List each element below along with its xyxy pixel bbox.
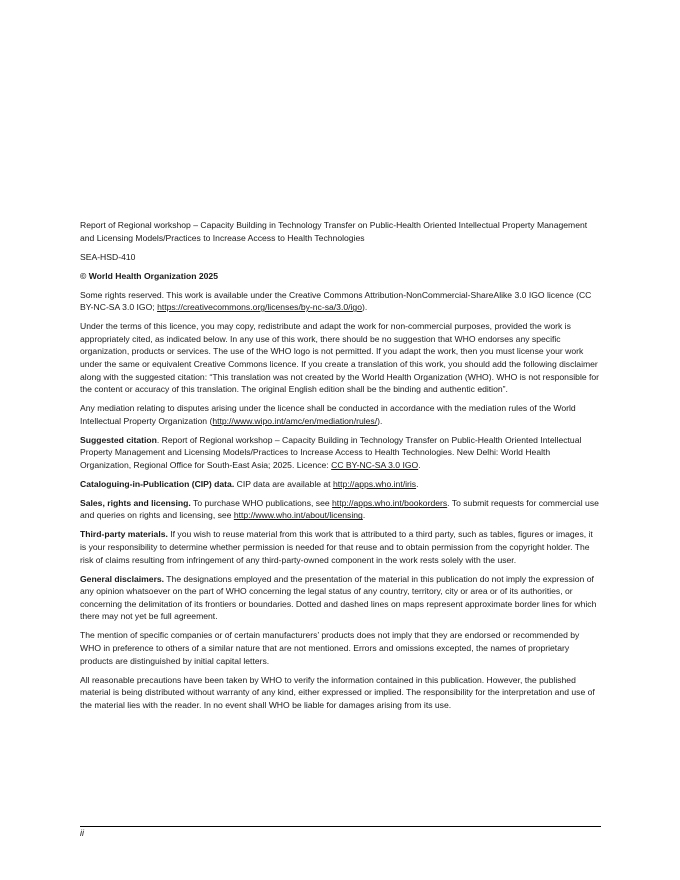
sales-text-1: To purchase WHO publications, see xyxy=(190,497,333,508)
rights-paragraph xyxy=(80,289,601,314)
citation-label: Suggested citation xyxy=(80,434,157,445)
citation-licence-link[interactable]: CC BY-NC-SA 3.0 IGO xyxy=(331,459,419,470)
mediation-end: ). xyxy=(377,415,383,426)
report-title: Report of Regional workshop – Capacity Building in Technology Transfer on Public-Health Oriented Intellectual Property Management and Licensing Models/Practices to Increase Access to Health Technologies xyxy=(80,220,588,243)
cip-end: . xyxy=(416,478,419,489)
mediation-text: Any mediation relating to disputes arising under the licence shall be conducted in accordance with the mediation rules of the World Intellectual Property Organization ( xyxy=(80,403,576,426)
companies-paragraph: The mention of specific companies or of certain manufacturers’ products does not imply that they are endorsed or recommended by WHO in preference to others of a similar nature that are not mentioned. Errors and omissions excepted, the names of proprietary products are distinguished by initial capital letters. xyxy=(80,630,580,666)
iris-link[interactable]: http://apps.who.int/iris xyxy=(332,478,417,489)
licensing-link[interactable]: http://www.who.int/about/licensing xyxy=(233,510,363,521)
copyright-text: © World Health Organization 2025 xyxy=(80,270,218,281)
citation-end: . xyxy=(418,459,421,470)
disclaimers-paragraph xyxy=(80,573,601,623)
document-number: SEA-HSD-410 xyxy=(80,251,136,262)
precautions-paragraph: All reasonable precautions have been taken by WHO to verify the information contained in this publication. However, the published material is being distributed without warranty of any kind, either expressed or implied. The responsibility for the interpretation and use of the material lies with the reader. In no event shall WHO be liable for damages arising from its use. xyxy=(80,674,595,710)
third-party-text: If you wish to reuse material from this work that is attributed to a third party, such as tables, figures or images, it is your responsibility to determine whether permission is needed for that reuse and to obtain permission from the copyright holder. The risk of claims resulting from infringement of any third-party-owned component in the work rests solely with the user. xyxy=(80,529,593,565)
sales-text-2: . To submit requests for commercial use and queries on rights and licensing, see xyxy=(80,497,599,521)
footer-divider xyxy=(80,826,601,827)
sales-label: Sales, rights and licensing. xyxy=(80,497,191,508)
wipo-mediation-link[interactable]: http://www.wipo.int/amc/en/mediation/rules/ xyxy=(212,415,378,426)
page-number: ii xyxy=(80,828,84,838)
mediation-paragraph xyxy=(80,402,601,427)
sales-end: . xyxy=(362,510,366,521)
citation-paragraph xyxy=(80,434,601,472)
copyright-page-body xyxy=(80,219,601,718)
sales-paragraph xyxy=(80,497,601,522)
cip-paragraph xyxy=(80,478,601,491)
copyright-line xyxy=(80,270,601,283)
third-party-paragraph xyxy=(80,528,601,566)
disclaimers-label: General disclaimers. xyxy=(80,573,165,584)
cip-label: Cataloguing-in-Publication (CIP) data. xyxy=(80,478,235,489)
rights-end: ). xyxy=(361,302,368,313)
bookorders-link[interactable]: http://apps.who.int/bookorders xyxy=(332,497,448,508)
licence-terms-paragraph: Under the terms of this licence, you may copy, redistribute and adapt the work for non-commercial purposes, provided the work is appropriately cited, as indicated below. In any use of this work, there should be no suggestion that WHO endorses any specific organization, products or services. The use of the WHO logo is not permitted. If you adapt the work, then you must license your work under the same or equivalent Creative Commons licence. If you create a translation of this work, you should add the following disclaimer along with the suggested citation: “This translation was not created by the World Health Organization (WHO). WHO is not responsible for the content or accuracy of this translation. The original English edition shall be the binding and authentic edition”. xyxy=(80,321,600,395)
disclaimers-text: The designations employed and the presentation of the material in this publication do not imply the expression of any opinion whatsoever on the part of WHO concerning the legal status of any country, territory, city or area or of its authorities, or concerning the delimitation of its frontiers or boundaries. Dotted and dashed lines on maps represent approximate border lines for which there may not yet be full agreement. xyxy=(80,573,597,622)
citation-text: . Report of Regional workshop – Capacity Building in Technology Transfer on Public-Health Oriented Intellectual Property Management and Licensing Models/Practices to Increase Access to Health Technologies. New Delhi: World Health Organization, Regional Office for South-East Asia; 2025. Licence: xyxy=(80,434,582,470)
rights-text: Some rights reserved. This work is available under the Creative Commons Attribution-NonCommercial-ShareAlike 3.0 IGO licence (CC BY-NC-SA 3.0 IGO; xyxy=(80,289,592,313)
third-party-label: Third-party materials. xyxy=(80,529,168,540)
cip-text: CIP data are available at xyxy=(234,478,333,489)
cc-licence-link[interactable]: https://creativecommons.org/licenses/by-nc-sa/3.0/igo xyxy=(157,302,362,313)
